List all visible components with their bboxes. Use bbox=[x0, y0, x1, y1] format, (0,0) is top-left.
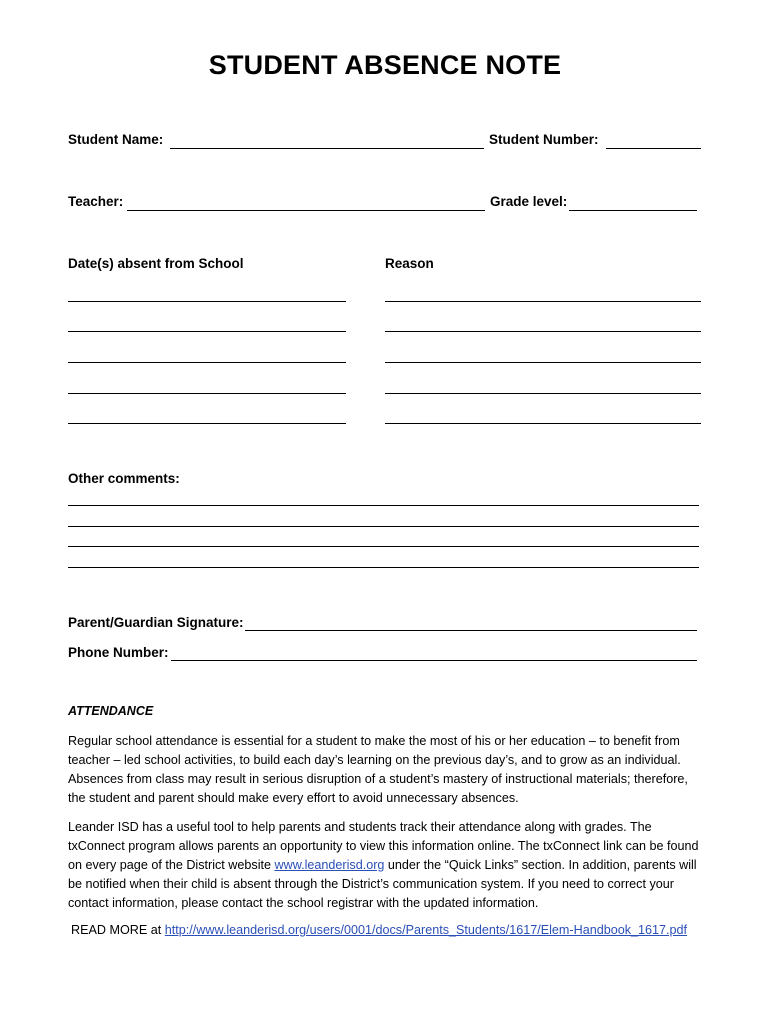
read-more-line bbox=[71, 921, 711, 940]
grade-level-label: Grade level: bbox=[490, 194, 568, 209]
page-title: STUDENT ABSENCE NOTE bbox=[208, 50, 562, 80]
district-website-link[interactable]: www.leanderisd.org bbox=[274, 858, 385, 872]
date-absent-line[interactable] bbox=[68, 301, 346, 302]
parent-signature-label: Parent/Guardian Signature: bbox=[68, 615, 244, 630]
read-more-prefix: READ MORE at bbox=[71, 923, 165, 937]
phone-number-line[interactable] bbox=[171, 660, 697, 661]
teacher-label: Teacher: bbox=[68, 194, 124, 209]
handbook-link[interactable]: http://www.leanderisd.org/users/0001/docs/Parents_Students/1617/Elem-Handbook_1617.pdf bbox=[164, 923, 688, 937]
reason-label: Reason bbox=[385, 256, 434, 271]
student-number-label: Student Number: bbox=[489, 132, 599, 147]
phone-number-label: Phone Number: bbox=[68, 645, 169, 660]
date-absent-line[interactable] bbox=[68, 423, 346, 424]
reason-line[interactable] bbox=[385, 393, 701, 394]
reason-line[interactable] bbox=[385, 423, 701, 424]
comments-line[interactable] bbox=[68, 505, 699, 506]
student-name-line[interactable] bbox=[170, 148, 484, 149]
date-absent-line[interactable] bbox=[68, 331, 346, 332]
attendance-heading: ATTENDANCE bbox=[68, 704, 154, 718]
attendance-paragraph-1: Regular school attendance is essential for a student to make the most of his or her education – to benefit from teacher – led school activities, to build each day’s learning on the previous day’s, and to grow as an individual. Absences from class may result in serious disruption of a student’s mastery of instructional materials; therefore, the student and parent should make every effort to avoid unnecessary absences. bbox=[68, 734, 688, 805]
student-number-line[interactable] bbox=[606, 148, 701, 149]
other-comments-label: Other comments: bbox=[68, 471, 180, 486]
grade-level-line[interactable] bbox=[569, 210, 697, 211]
comments-line[interactable] bbox=[68, 526, 699, 527]
student-name-label: Student Name: bbox=[68, 132, 164, 147]
reason-line[interactable] bbox=[385, 331, 701, 332]
paragraph-2-text-continued: under the “Quick Links” section. In addition, parents will be notified when their child is absent through the District’s communication system. If you need to correct your contact information, please contact the school registrar with the updated information. bbox=[68, 858, 697, 910]
reason-line[interactable] bbox=[385, 301, 701, 302]
parent-signature-line[interactable] bbox=[245, 630, 697, 631]
attendance-paragraph-2 bbox=[68, 818, 708, 913]
teacher-line[interactable] bbox=[127, 210, 485, 211]
dates-absent-label: Date(s) absent from School bbox=[68, 256, 244, 271]
date-absent-line[interactable] bbox=[68, 362, 346, 363]
comments-line[interactable] bbox=[68, 546, 699, 547]
reason-line[interactable] bbox=[385, 362, 701, 363]
date-absent-line[interactable] bbox=[68, 393, 346, 394]
comments-line[interactable] bbox=[68, 567, 699, 568]
paragraph-2-text: Leander ISD has a useful tool to help parents and students track their attendance along with grades. The txConnect program allows parents an opportunity to view this information online. The txConnect link can be found on every page of the District website bbox=[68, 820, 699, 872]
